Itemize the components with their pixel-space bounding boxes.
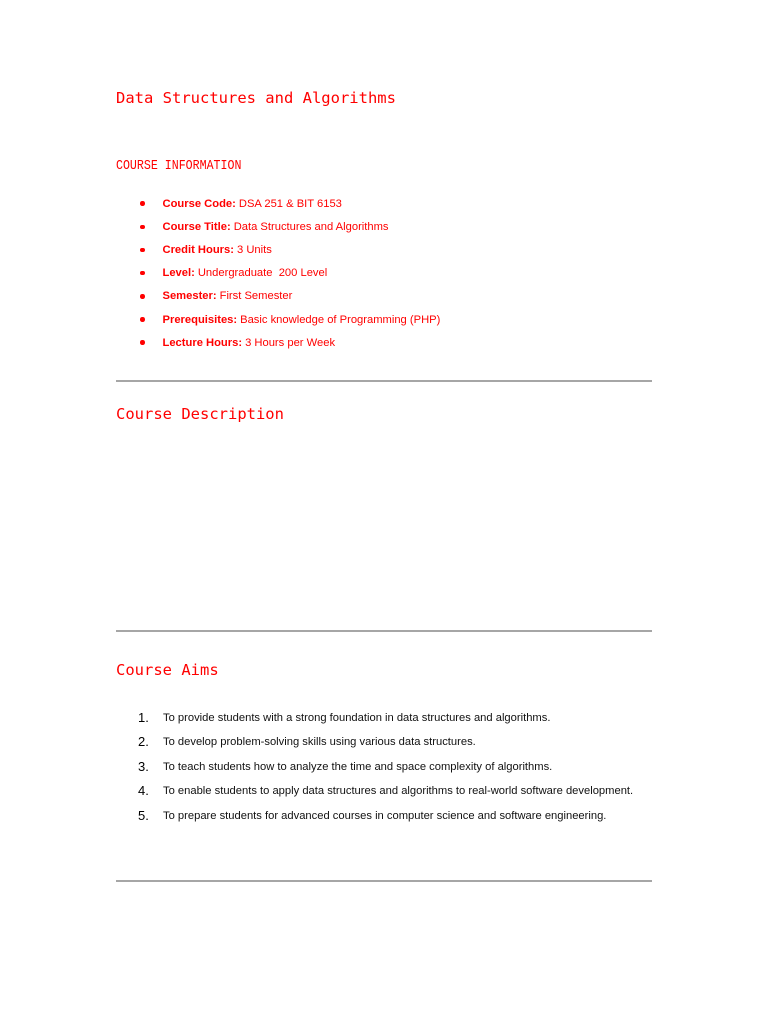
- list-number: 3.: [138, 758, 149, 774]
- info-key: Level:: [162, 267, 195, 280]
- list-item: [138, 755, 652, 779]
- info-value: Data Structures and Algorithms: [233, 220, 389, 233]
- list-text: To provide students with a strong foundation in data structures and algorithms.: [163, 712, 551, 724]
- course-aims-list: [138, 706, 652, 828]
- section-divider: [116, 630, 652, 632]
- list-number: 5.: [138, 807, 149, 823]
- info-value: 3 Units: [236, 243, 272, 256]
- list-item: [135, 308, 440, 331]
- list-item: [135, 238, 440, 261]
- list-number: 2.: [138, 734, 149, 750]
- list-text: To enable students to apply data structures and algorithms to real-world software development.: [163, 785, 634, 798]
- info-value: DSA 251 & BIT 6153: [238, 197, 342, 210]
- list-number: 1.: [138, 710, 149, 725]
- document-title: Data Structures and Algorithms: [116, 89, 396, 107]
- bullet-icon: [140, 294, 145, 299]
- list-item: [138, 804, 652, 828]
- bullet-icon: [140, 248, 145, 253]
- bullet-icon: [140, 317, 145, 322]
- info-key: Course Code:: [162, 197, 236, 210]
- info-key: Prerequisites:: [162, 313, 238, 326]
- list-number: 4.: [138, 783, 149, 799]
- list-item: [138, 730, 652, 754]
- list-item: [135, 285, 440, 308]
- course-aims-heading: Course Aims: [116, 661, 219, 679]
- course-information-list: [135, 192, 440, 354]
- bullet-icon: [140, 271, 145, 276]
- section-divider: [116, 880, 652, 882]
- list-item: [135, 331, 440, 354]
- course-information-heading: COURSE INFORMATION: [116, 159, 242, 174]
- list-item: [138, 779, 652, 803]
- section-divider: [116, 380, 652, 382]
- list-item: [135, 262, 440, 285]
- bullet-icon: [140, 201, 145, 206]
- course-description-heading: Course Description: [116, 405, 284, 423]
- info-value: Basic knowledge of Programming (PHP): [240, 313, 441, 326]
- info-value: Undergraduate 200 Level: [197, 267, 328, 280]
- info-key: Semester:: [162, 290, 217, 303]
- info-value: 3 Hours per Week: [245, 336, 336, 349]
- info-value: First Semester: [219, 290, 293, 303]
- bullet-icon: [140, 340, 145, 345]
- list-text: To prepare students for advanced courses in computer science and software engineering.: [163, 809, 607, 822]
- list-text: To develop problem-solving skills using various data structures.: [163, 736, 476, 749]
- info-key: Credit Hours:: [162, 243, 234, 256]
- list-text: To teach students how to analyze the time and space complexity of algorithms.: [163, 760, 553, 773]
- list-item: [135, 192, 440, 215]
- bullet-icon: [140, 225, 145, 230]
- info-key: Course Title:: [162, 220, 231, 233]
- list-item: [138, 706, 652, 730]
- info-key: Lecture Hours:: [162, 336, 243, 349]
- list-item: [135, 215, 440, 238]
